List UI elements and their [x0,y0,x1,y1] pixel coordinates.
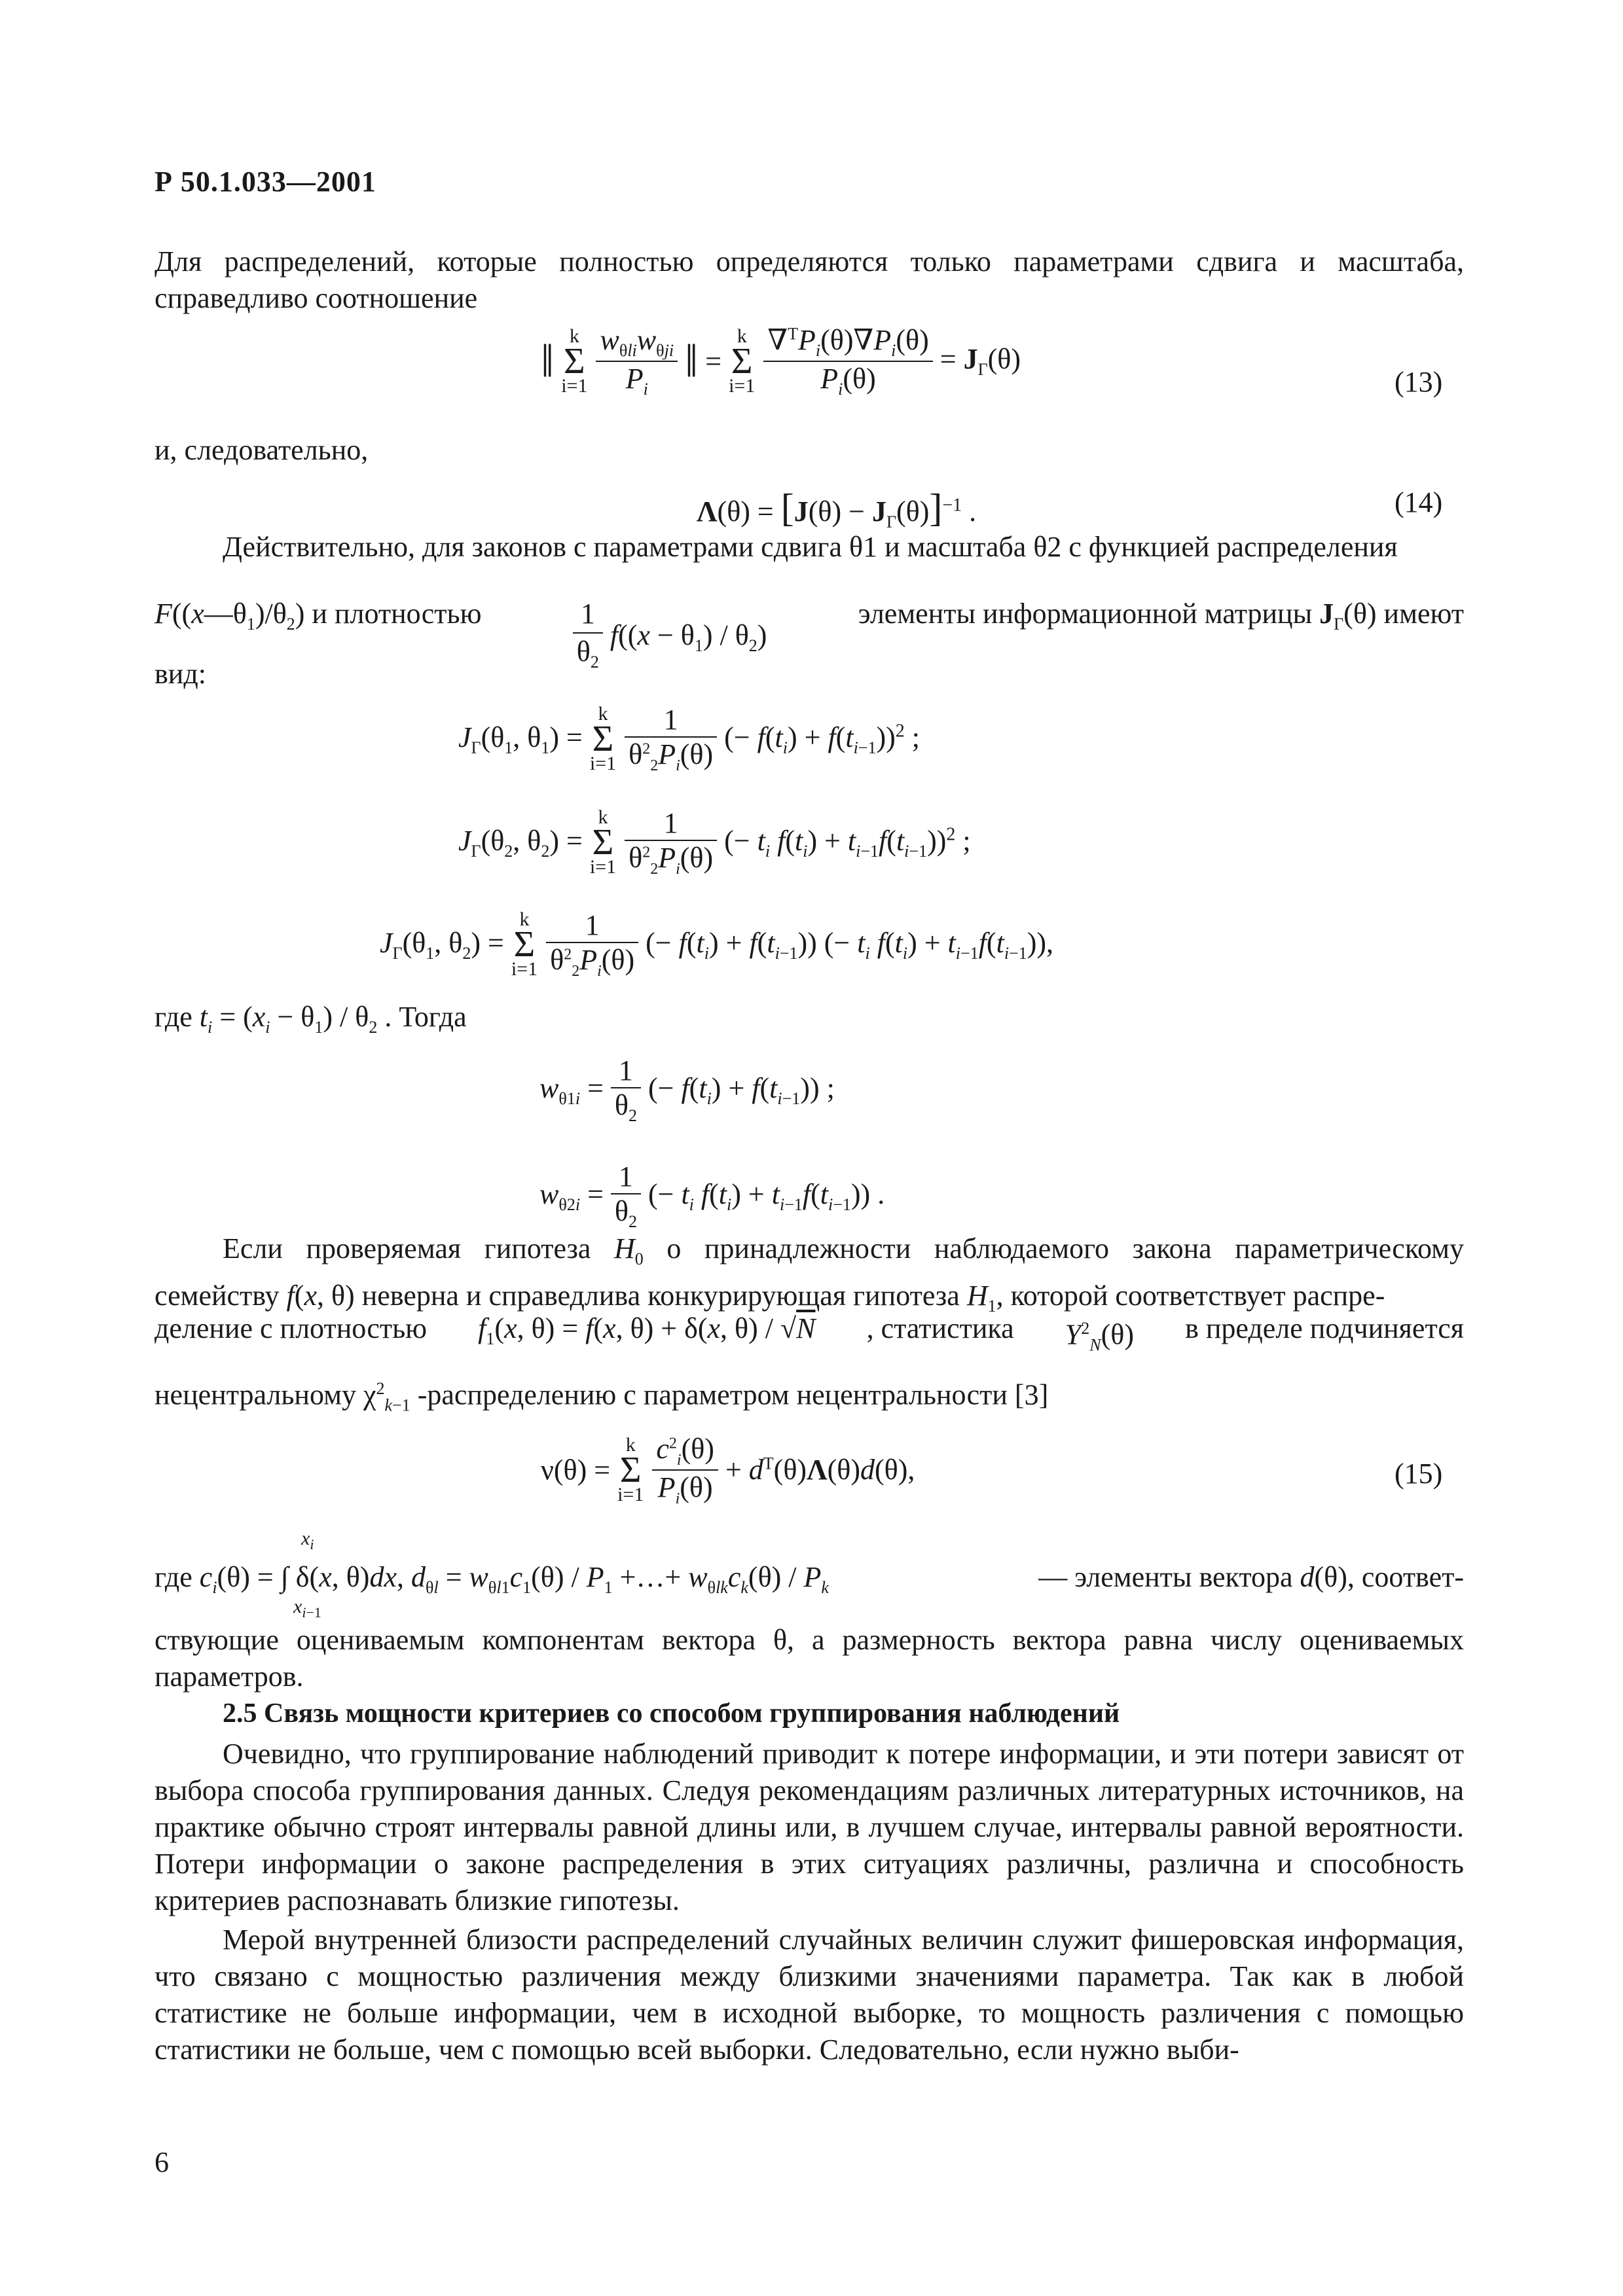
equation-j22: $J_\Gamma(\theta_2$, $\theta_2) = k$ Σ i=1 $\frac{1}{\theta^2_2P_i(\theta)}$ (− $t_i$ $f(t_i) + t_{i-1}f(t_{i-1}))^2$ ; [458,806,971,878]
paragraph-hypothesis: Если проверяемая гипотеза $H_0$ о принадлежности наблюдаемого закона параметрическому семейству f(x, θ) неверна и справедлива конкурирующая гипотеза $H_1$, которой соответствует распре- [155,1232,1464,1316]
paragraph-fisher: Мерой внутренней близости распределений случайных величин служит фишеровская информация, что связано с мощностью различения между близкими значениями параметра. Так как в любой статистике не больше информации, чем в исходной выборке, то мощность различения с помощью статистики не больше, чем с помощью всей выборки. Следовательно, если нужно выби- [155,1924,1464,2066]
paragraph-noncentral: нецентральному $\chi^2_{k-1}$ -распределению с параметром нецентральности [3] [155,1378,1049,1415]
paragraph-density-line: $F((x—\theta_1)/\theta_2)$ и плотностью $\frac{1}{\theta_2}$ $f((x - \theta_1) / \theta_2)$ элементы информационной матрицы $J_\Gamma(\theta)$ имеют [155,596,1464,681]
section-heading: 2.5 Связь мощности критериев со способом группирования наблюдений [223,1698,1120,1729]
paragraph-consequently: и, следовательно, [155,434,369,466]
page-number: 6 [155,2146,169,2178]
paragraph-indeed: Действительно, для законов с параметрами сдвига θ1 и масштаба θ2 с функцией распределения [223,531,1398,563]
integral-upper-limit: $x_i$ [301,1528,314,1552]
equation-13-number: (13) [1395,366,1443,398]
equation-14-number: (14) [1395,486,1443,518]
paragraph-grouping: Очевидно, что группирование наблюдений приводит к потере информации, и эти потери зависят от выбора способа группирования данных. Следуя рекомендациям различных литературных источников, на практике обычно строят интервалы равной длины или, в лучшем случае, интервалы равной вероятности. Потери информации о законе распределения в этих ситуациях различны, различна и способность критериев распознавать близкие гипотезы. [155,1738,1464,1916]
equation-w1: $w_{\theta 1i}$ = $\frac{1}{\theta_2}$ (− $f(t_i) + f(t_{i-1})$) ; [539,1054,835,1125]
equation-j12: $J_\Gamma(\theta_1$, $\theta_2) = k$ Σ i=1 $\frac{1}{\theta^2_2P_i(\theta)}$ (− $f(t_i) + f(t_{i-1})$) (− $t_i$ $f(t_i) + t_{i-1}f(t_{i-1})$), [380,908,1054,980]
equation-j11: $J_\Gamma(\theta_1$, $\theta_1) = k$ Σ i=1 $\frac{1}{\theta^2_2P_i(\theta)}$ (− $f(t_i) + f(t_{i-1}))^2$ ; [458,702,921,774]
paragraph-components: ствующие оцениваемым компонентам вектора θ, а размерность вектора равна числу оцениваемых параметров. [155,1624,1464,1693]
paragraph-where-c: где $c_i(\theta)$ = ∫ δ(x, θ)dx, $d_{\theta l} = w_{\theta l1}c_1(\theta) / P_1$ +…+ $w_{\theta lk}c_k(\theta) / P_k$ — элементы вектора d(θ), соответ- [155,1561,1464,1597]
paragraph-density-alt: деление с плотностью $f_1(x$, θ) = f(x, θ) + δ(x, θ) / √N , статистика $Y^2_N(\theta)$ в пределе подчиняется [155,1312,1464,1355]
equation-15-number: (15) [1395,1458,1443,1490]
integral-lower-limit: $x_{i-1}$ [293,1596,321,1621]
document-header: Р 50.1.033—2001 [155,166,376,198]
paragraph-where-t: где $t_i = (x_i - \theta_1) / \theta_2$ . Тогда [155,1001,467,1037]
equation-w2: $w_{\theta 2i}$ = $\frac{1}{\theta_2}$ (− $t_i$ $f(t_i) + t_{i-1}f(t_{i-1})$) . [539,1160,885,1231]
paragraph-intro: Для распределений, которые полностью определяются только параметрами сдвига и масштаба, справедливо соотношение [155,245,1464,314]
equation-13: ‖ k Σ i=1 $\frac{w_{\theta li}w_{\theta ji}}{P_i}$ ‖ = k Σ i=1 $\frac{\nabla^TP_i(\theta)\nabla P_i(\theta)}{P_i(\theta)}$ = $J_\Gamma(\theta)$ [541,324,1021,399]
equation-15: ν(θ) = k Σ i=1 $\frac{c^2_i(\theta)}{P_i(\theta)}$ + $d^T(\theta)\Lambda(\theta)d(\theta)$, [541,1433,915,1507]
paragraph-view: вид: [155,658,206,690]
equation-14: $\Lambda(\theta) = [J(\theta) - J_\Gamma(\theta)]^{-1}$ . [697,486,977,531]
